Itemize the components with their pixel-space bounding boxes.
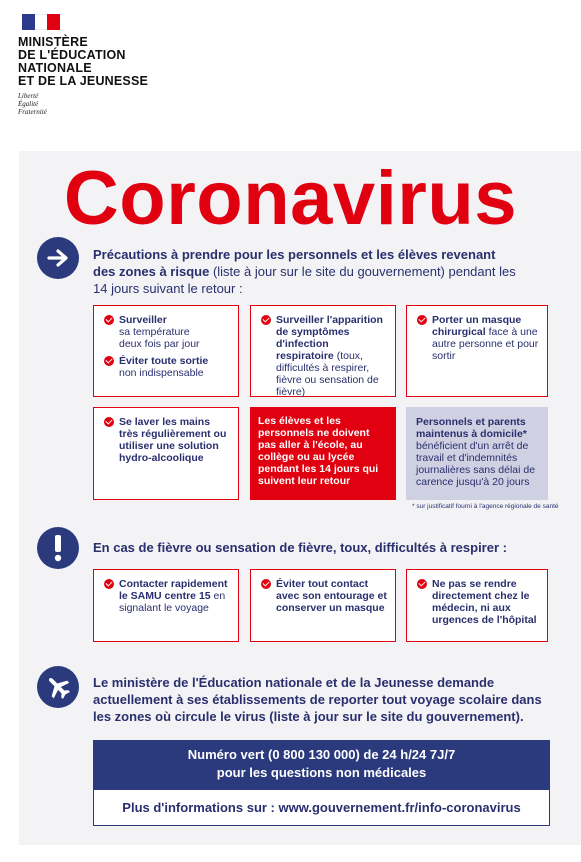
- motto-line: Liberté: [18, 92, 39, 100]
- warning-box-stay-home: Les élèves et les personnels ne doivent pas aller à l'école, au collège ou au lycée pendant les 14 jours qui suivent leur retour: [250, 407, 396, 500]
- list-item: [417, 314, 541, 362]
- check-icon: [104, 579, 114, 589]
- motto-line: Égalité: [18, 100, 39, 108]
- item-bold: chirurgical: [432, 326, 486, 338]
- french-flag-icon: [22, 14, 60, 30]
- page-title: Coronavirus: [63, 156, 518, 241]
- item-bold: avec son entourage et conserver un masque: [276, 590, 387, 614]
- list-item: [417, 578, 541, 626]
- check-icon: [261, 315, 271, 325]
- item-text: face à une autre personne et pour sortir: [432, 326, 539, 362]
- exclamation-icon: [37, 527, 79, 569]
- ministry-line: ET DE LA JEUNESSE: [18, 74, 149, 88]
- check-icon: [417, 579, 427, 589]
- republic-motto: [18, 92, 178, 116]
- ministry-line: NATIONALE: [18, 61, 92, 75]
- item-bold: Éviter tout contact: [276, 578, 369, 590]
- card-avoid-contact: [250, 569, 396, 642]
- ministry-logo: [18, 14, 178, 116]
- card-mask: [406, 305, 548, 397]
- check-icon: [104, 417, 114, 427]
- check-icon: [104, 356, 114, 366]
- ministry-line: MINISTÈRE: [18, 35, 88, 49]
- item-text: en signalant le voyage: [119, 590, 226, 614]
- intro-rest: (liste à jour sur le site du gouvernement) pendant les 14 jours suivant le retour :: [93, 264, 516, 296]
- hotline-subtitle: pour les questions non médicales: [216, 765, 427, 780]
- list-item: [104, 416, 232, 464]
- list-item: [104, 314, 232, 350]
- item-bold: directement chez le médecin, ni aux urgences de l'hôpital: [432, 590, 537, 626]
- intro-bold: Précautions à prendre pour les personnels et les élèves revenant: [93, 247, 496, 262]
- list-item: [104, 355, 232, 379]
- info-box-sick-leave: [406, 407, 548, 500]
- item-bold: Se laver les mains très régulièrement ou utiliser une solution hydro-alcoolique: [119, 416, 227, 464]
- list-item: [261, 314, 389, 398]
- item-text: (toux, difficultés à respirer, fièvre ou sensation de fièvre): [276, 350, 379, 398]
- fever-heading: En cas de fièvre ou sensation de fièvre, toux, difficultés à respirer :: [93, 540, 507, 555]
- ministry-name: [18, 36, 178, 88]
- ministry-line: DE L'ÉDUCATION: [18, 48, 126, 62]
- check-icon: [104, 315, 114, 325]
- arrow-right-icon: [37, 237, 79, 279]
- list-item: [261, 578, 389, 614]
- check-icon: [261, 579, 271, 589]
- info-link-box: Plus d'informations sur : www.gouvernement.fr/info-coronavirus: [93, 789, 550, 826]
- airplane-icon: [37, 666, 79, 708]
- item-text: sa température: [119, 326, 190, 338]
- card-handwash: [93, 407, 239, 500]
- precautions-intro: [93, 246, 533, 297]
- item-bold: Surveiller l'apparition de symptômes d'infection respiratoire: [276, 314, 383, 362]
- card-no-doctor: [406, 569, 548, 642]
- grey-bold: Personnels et parents maintenus à domicile*: [416, 416, 527, 440]
- card-samu: [93, 569, 239, 642]
- item-bold: Contacter rapidement le SAMU centre 15: [119, 578, 228, 602]
- intro-bold-zones: des zones à risque: [93, 264, 210, 279]
- item-text: deux fois par jour: [119, 338, 200, 350]
- hotline-banner: [93, 740, 550, 789]
- item-bold: Surveiller: [119, 314, 167, 326]
- item-bold: Éviter toute sortie: [119, 355, 209, 367]
- item-bold: Porter un masque: [432, 314, 522, 326]
- card-symptoms: [250, 305, 396, 397]
- travel-notice: Le ministère de l'Éducation nationale et de la Jeunesse demande actuellement à ses établissements de reporter tout voyage scolaire dans les zones où circule le virus (liste à jour sur le site du gouvernement).: [93, 675, 542, 724]
- footnote: * sur justificatif fourni à l'agence régionale de santé: [412, 503, 559, 510]
- grey-text: bénéficient d'un arrêt de travail et d'indemnités journalières sans délai de carence jusqu'à 20 jours: [416, 440, 536, 488]
- hotline-number: Numéro vert (0 800 130 000) de 24 h/24 7J/7: [187, 747, 456, 762]
- list-item: [104, 578, 232, 614]
- check-icon: [417, 315, 427, 325]
- card-temperature: [93, 305, 239, 397]
- motto-line: Fraternité: [18, 108, 47, 116]
- item-text: non indispensable: [119, 367, 204, 379]
- item-bold: Ne pas se rendre: [432, 578, 517, 590]
